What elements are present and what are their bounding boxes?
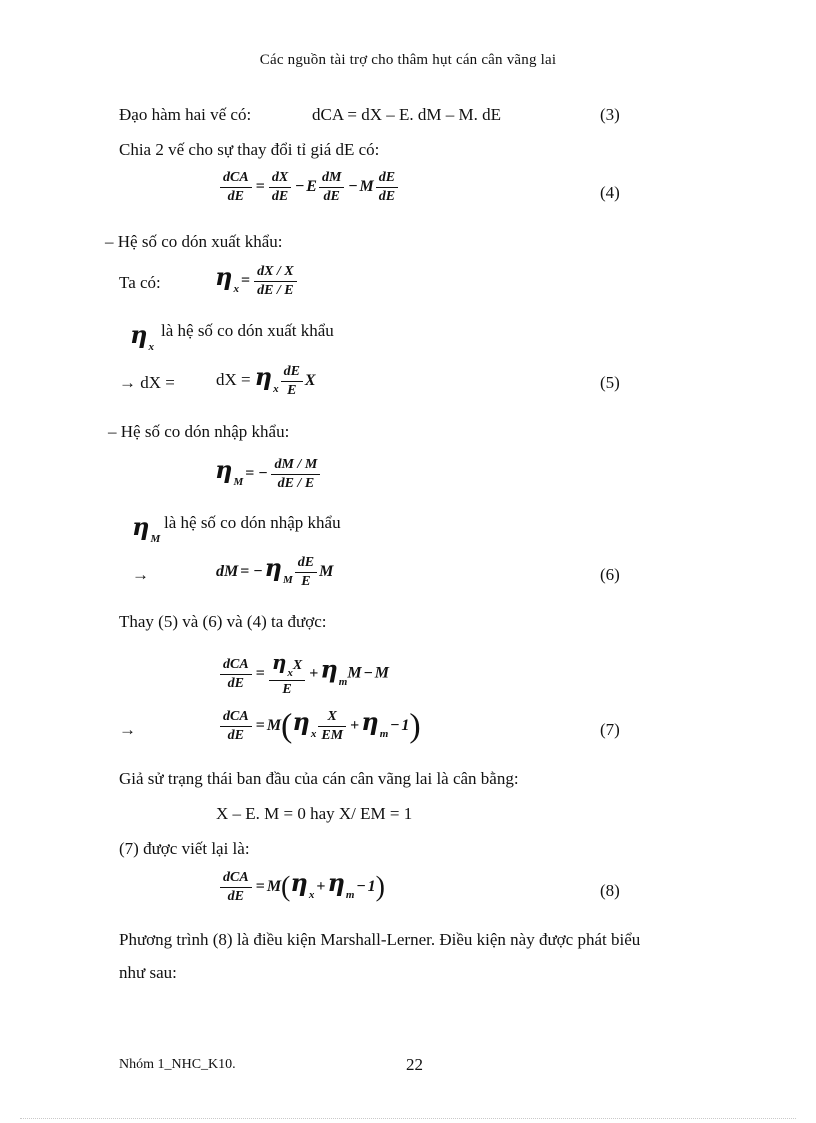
line-substitute: Thay (5) và (6) và (4) ta được:	[119, 612, 327, 631]
equation-number-7: (7)	[600, 720, 620, 739]
line-dX-arrow: → dX =	[119, 373, 175, 392]
export-elasticity-definition: $\eta_x$ = $\frac{dX / X}{dE / E}$	[215, 262, 299, 299]
eta-x-symbol: $\eta_x$	[130, 320, 154, 353]
arrow-7: →	[119, 720, 136, 739]
line-rewrite-7: (7) được viết lại là:	[119, 839, 250, 858]
equation-substitution: $\frac{\text{dCA}}{dE}$ = $\frac{\eta_xX}{E}$ $+\eta_mM - M$	[218, 650, 389, 698]
section-import-elasticity: – Hệ số co dón nhập khẩu:	[108, 422, 290, 441]
equation-6: dM = $-\eta_M$ $\frac{dE}{E}$ M	[216, 553, 334, 589]
equation-7: $\frac{\text{dCA}}{dE}$ = $M(\eta_x$ $\frac{X}{EM}$ $+\eta_m - 1$)	[218, 707, 421, 744]
running-header: Các nguồn tài trợ cho thâm hụt cán cân vãng lai	[259, 52, 557, 68]
equation-number-5: (5)	[600, 373, 620, 392]
equation-5: dX = $\eta_x$ $\frac{dE}{E}$ X	[216, 362, 316, 398]
equation-number-3: (3)	[600, 105, 620, 124]
equation-3: dCA = dX – E. dM – M. dE	[312, 105, 502, 124]
equation-4: $\frac{\text{dCA}}{dE}$ = $\frac{dX}{dE}$ − E $\frac{dM}{dE}$ − M $\frac{dE}{dE}$	[218, 170, 400, 205]
paragraph-marshall-lerner-line1: Phương trình (8) là điều kiện Marshall-Lerner. Điều kiện này được phát biểu	[119, 930, 641, 949]
equation-balance: X – E. M = 0 hay X/ EM = 1	[216, 804, 413, 823]
line-import-elasticity-desc: là hệ số co dón nhập khẩu	[164, 513, 341, 532]
equation-8: $\frac{\text{dCA}}{dE}$ = $M(\eta_x +\eta_m - 1)$	[218, 868, 385, 905]
line-divide-by-dE: Chia 2 vế cho sự thay đổi tỉ giá dE có:	[119, 140, 380, 159]
page-bottom-divider	[20, 1118, 796, 1119]
eta-M-symbol: $\eta_M$	[132, 512, 161, 545]
line-balance-assumption: Giả sử trạng thái ban đầu của cán cân vãng lai là cân bằng:	[119, 769, 519, 788]
line-export-elasticity-desc: là hệ số co dón xuất khẩu	[161, 321, 334, 340]
equation-number-8: (8)	[600, 881, 620, 900]
page-number: 22	[406, 1055, 423, 1074]
arrow-6: →	[132, 565, 149, 584]
footer-group-name: Nhóm 1_NHC_K10.	[119, 1057, 236, 1072]
line-ta-co: Ta có:	[119, 273, 161, 292]
equation-number-4: (4)	[600, 183, 620, 202]
equation-number-6: (6)	[600, 565, 620, 584]
line-derivative-label: Đạo hàm hai vế có:	[119, 105, 252, 124]
section-export-elasticity: – Hệ số co dón xuất khẩu:	[105, 232, 283, 251]
paragraph-marshall-lerner-line2: như sau:	[119, 963, 177, 982]
import-elasticity-definition: $\eta_M$ = − $\frac{dM / M}{dE / E}$	[215, 455, 322, 492]
